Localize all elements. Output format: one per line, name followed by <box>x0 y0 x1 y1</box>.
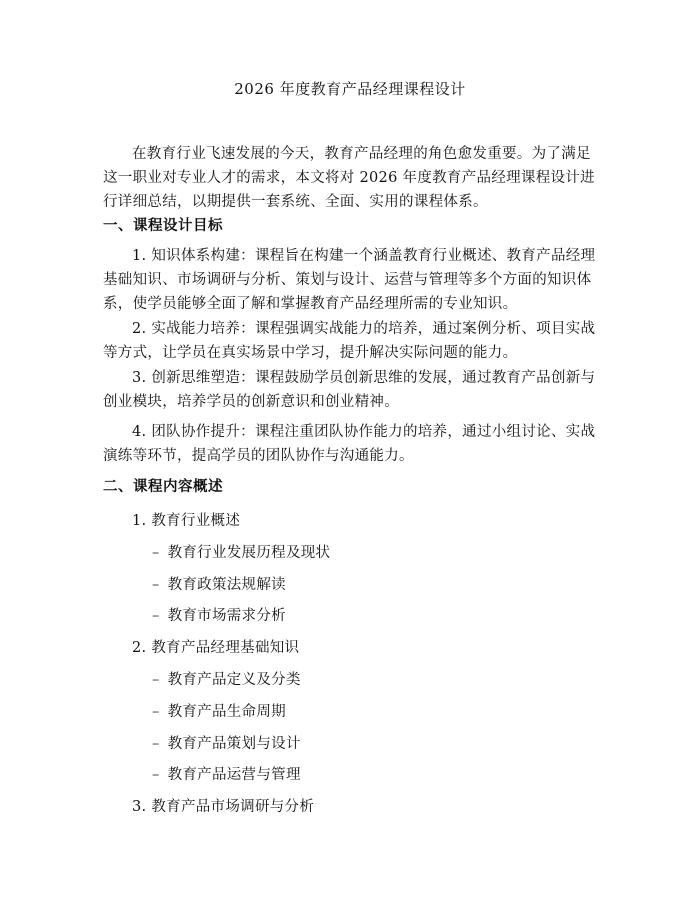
topic-item <box>152 606 286 626</box>
topic-text: 教育政策法规解读 <box>167 577 286 593</box>
dash-marker: – <box>152 577 160 593</box>
module-item: 1. 教育行业概述 <box>132 513 241 529</box>
section-heading-goals: 一、课程设计目标 <box>103 218 223 234</box>
topic-item <box>152 702 286 722</box>
topic-text: 教育产品定义及分类 <box>167 672 301 688</box>
topic-text: 教育行业发展历程及现状 <box>167 545 331 561</box>
topic-item <box>152 543 330 563</box>
topic-text: 教育产品运营与管理 <box>167 767 301 783</box>
goal-paragraph-4: 4. 团队协作提升：课程注重团队协作能力的培养，通过小组讨论、实战演练等环节，提高学员的团队协作与沟通能力。 <box>103 424 596 464</box>
module-item: 2. 教育产品经理基础知识 <box>132 640 300 656</box>
goal-paragraph-3: 3. 创新思维塑造：课程鼓励学员创新思维的发展，通过教育产品创新与创业模块，培养学员的创新意识和创业精神。 <box>103 370 596 410</box>
topic-item <box>152 765 301 785</box>
goal-paragraph-2: 2. 实战能力培养：课程强调实战能力的培养，通过案例分析、项目实战等方式，让学员在真实场景中学习，提升解决实际问题的能力。 <box>103 321 596 361</box>
dash-marker: – <box>152 767 160 783</box>
document-title: 2026 年度教育产品经理课程设计 <box>234 80 466 98</box>
topic-text: 教育市场需求分析 <box>167 608 286 624</box>
topic-text: 教育产品策划与设计 <box>167 736 301 752</box>
goal-paragraph-1: 1. 知识体系构建：课程旨在构建一个涵盖教育行业概述、教育产品经理基础知识、市场调研与分析、策划与设计、运营与管理等多个方面的知识体系，使学员能够全面了解和掌握教育产品经理所需的专业知识。 <box>103 248 596 312</box>
section-heading-content: 二、课程内容概述 <box>103 479 223 495</box>
dash-marker: – <box>152 672 160 688</box>
module-item: 3. 教育产品市场调研与分析 <box>132 799 315 815</box>
topic-text: 教育产品生命周期 <box>167 704 286 720</box>
dash-marker: – <box>152 736 160 752</box>
topic-item <box>152 575 286 595</box>
topic-item <box>152 670 301 690</box>
dash-marker: – <box>152 704 160 720</box>
topic-item <box>152 734 301 754</box>
intro-paragraph: 在教育行业飞速发展的今天，教育产品经理的角色愈发重要。为了满足这一职业对专业人才的需求，本文将对 2026 年度教育产品经理课程设计进行详细总结，以期提供一套系统、全面、实用的课程体系。 <box>103 146 595 210</box>
dash-marker: – <box>152 608 160 624</box>
dash-marker: – <box>152 545 160 561</box>
